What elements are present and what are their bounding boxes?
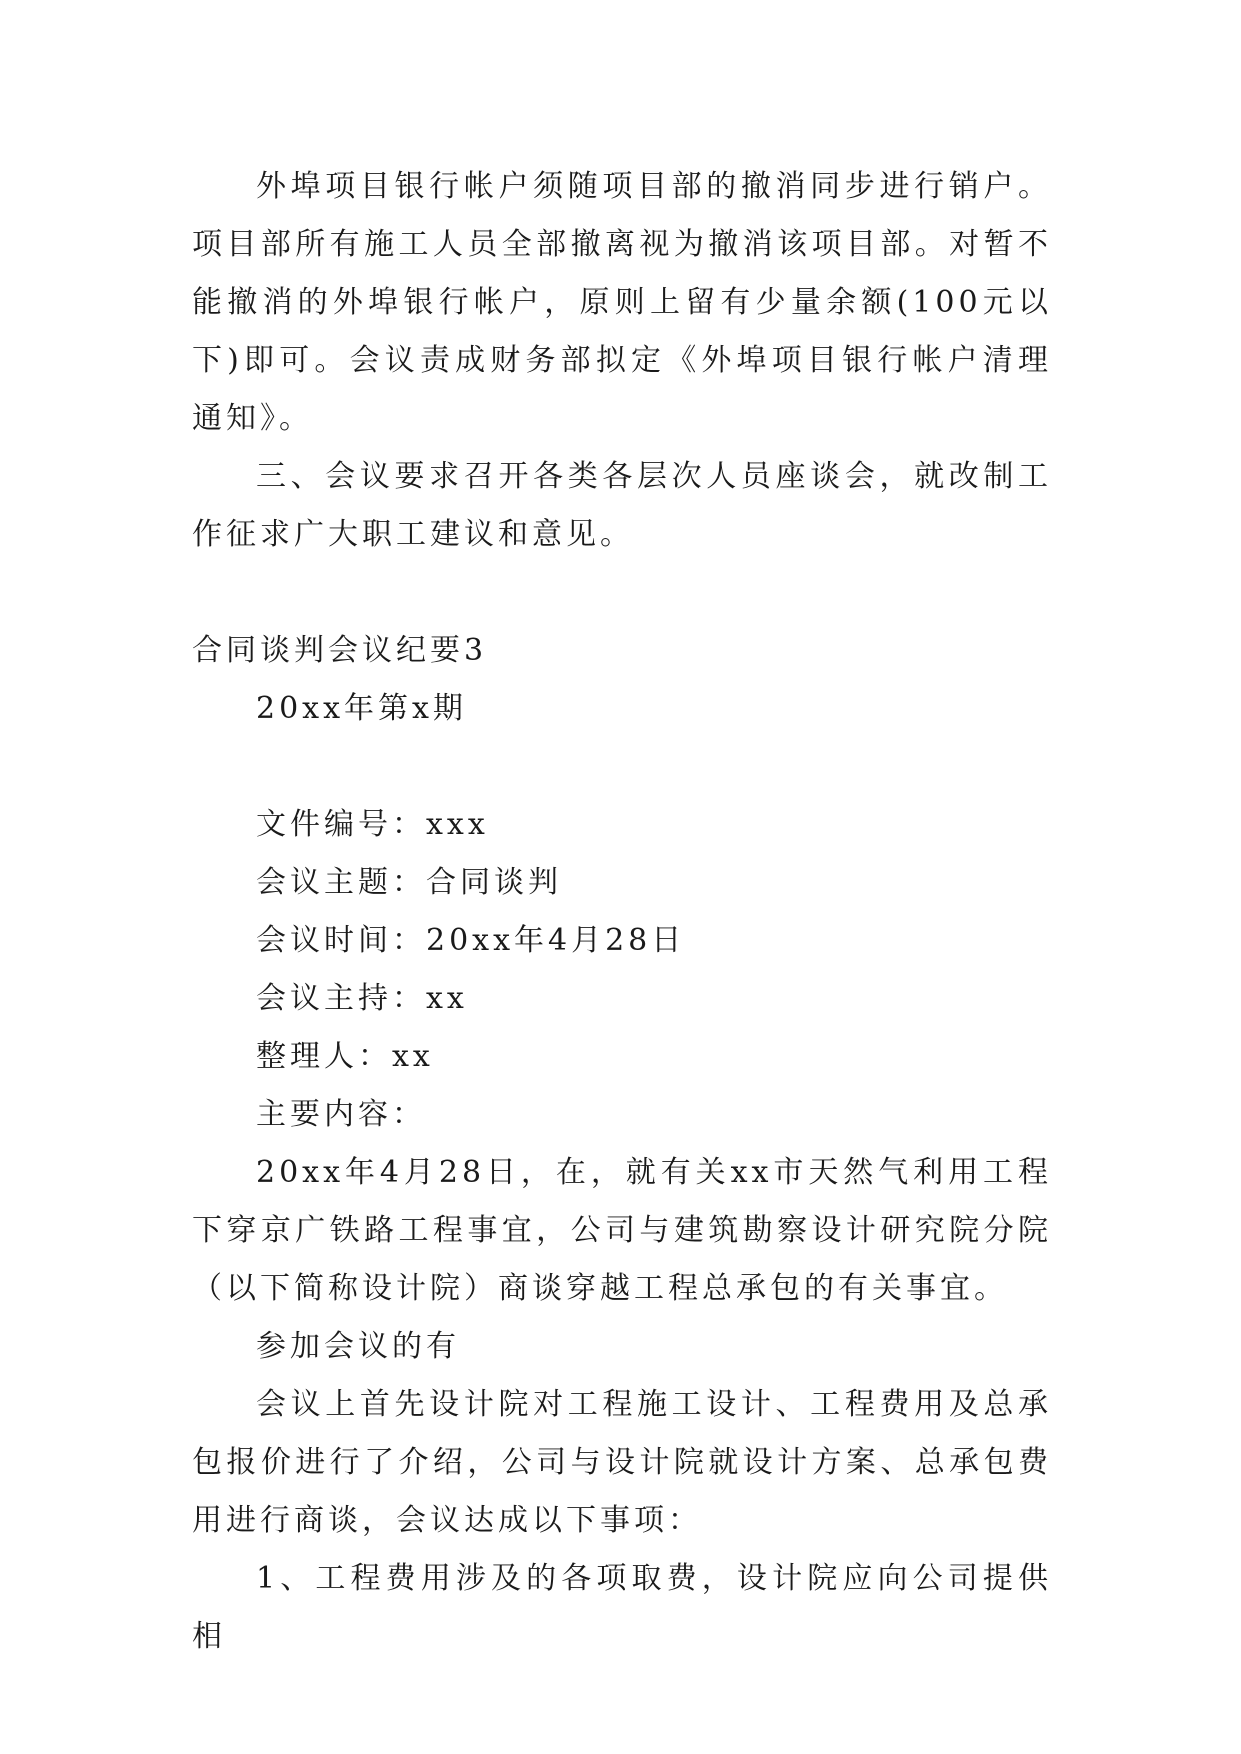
- paragraph-symposium: 三、会议要求召开各类各层次人员座谈会，就改制工作征求广大职工建议和意见。: [192, 459, 1052, 552]
- paragraph-bank-accounts: 外埠项目银行帐户须随项目部的撤消同步进行销户。项目部所有施工人员全部撤离视为撤消该项目部。对暂不能撤消的外埠银行帐户，原则上留有少量余额(100元以下)即可。会议责成财务部拟定《外埠项目银行帐户清理通知》。: [192, 169, 1052, 436]
- document-body: [192, 158, 1052, 1666]
- field-organizer: 整理人：xx: [256, 1039, 434, 1074]
- section-title: 合同谈判会议纪要3: [192, 633, 488, 668]
- field-meeting-topic: 会议主题：合同谈判: [256, 865, 562, 900]
- spacer: [192, 738, 1052, 796]
- field-main-content: 主要内容：: [256, 1097, 426, 1132]
- paragraph-discussion: 会议上首先设计院对工程施工设计、工程费用及总承包报价进行了介绍，公司与设计院就设计方案、总承包费用进行商谈，会议达成以下事项：: [192, 1387, 1052, 1538]
- paragraph-meeting-summary: 20xx年4月28日，在，就有关xx市天然气利用工程下穿京广铁路工程事宜，公司与建筑勘察设计研究院分院（以下简称设计院）商谈穿越工程总承包的有关事宜。: [192, 1155, 1052, 1306]
- issue-number: 20xx年第x期: [256, 691, 467, 726]
- field-file-number: 文件编号：xxx: [256, 807, 489, 842]
- field-meeting-time: 会议时间：20xx年4月28日: [256, 923, 686, 958]
- paragraph-attendees: 参加会议的有: [256, 1329, 460, 1364]
- field-meeting-host: 会议主持：xx: [256, 981, 468, 1016]
- spacer: [192, 564, 1052, 622]
- paragraph-item-1: 1、工程费用涉及的各项取费，设计院应向公司提供相: [192, 1561, 1052, 1654]
